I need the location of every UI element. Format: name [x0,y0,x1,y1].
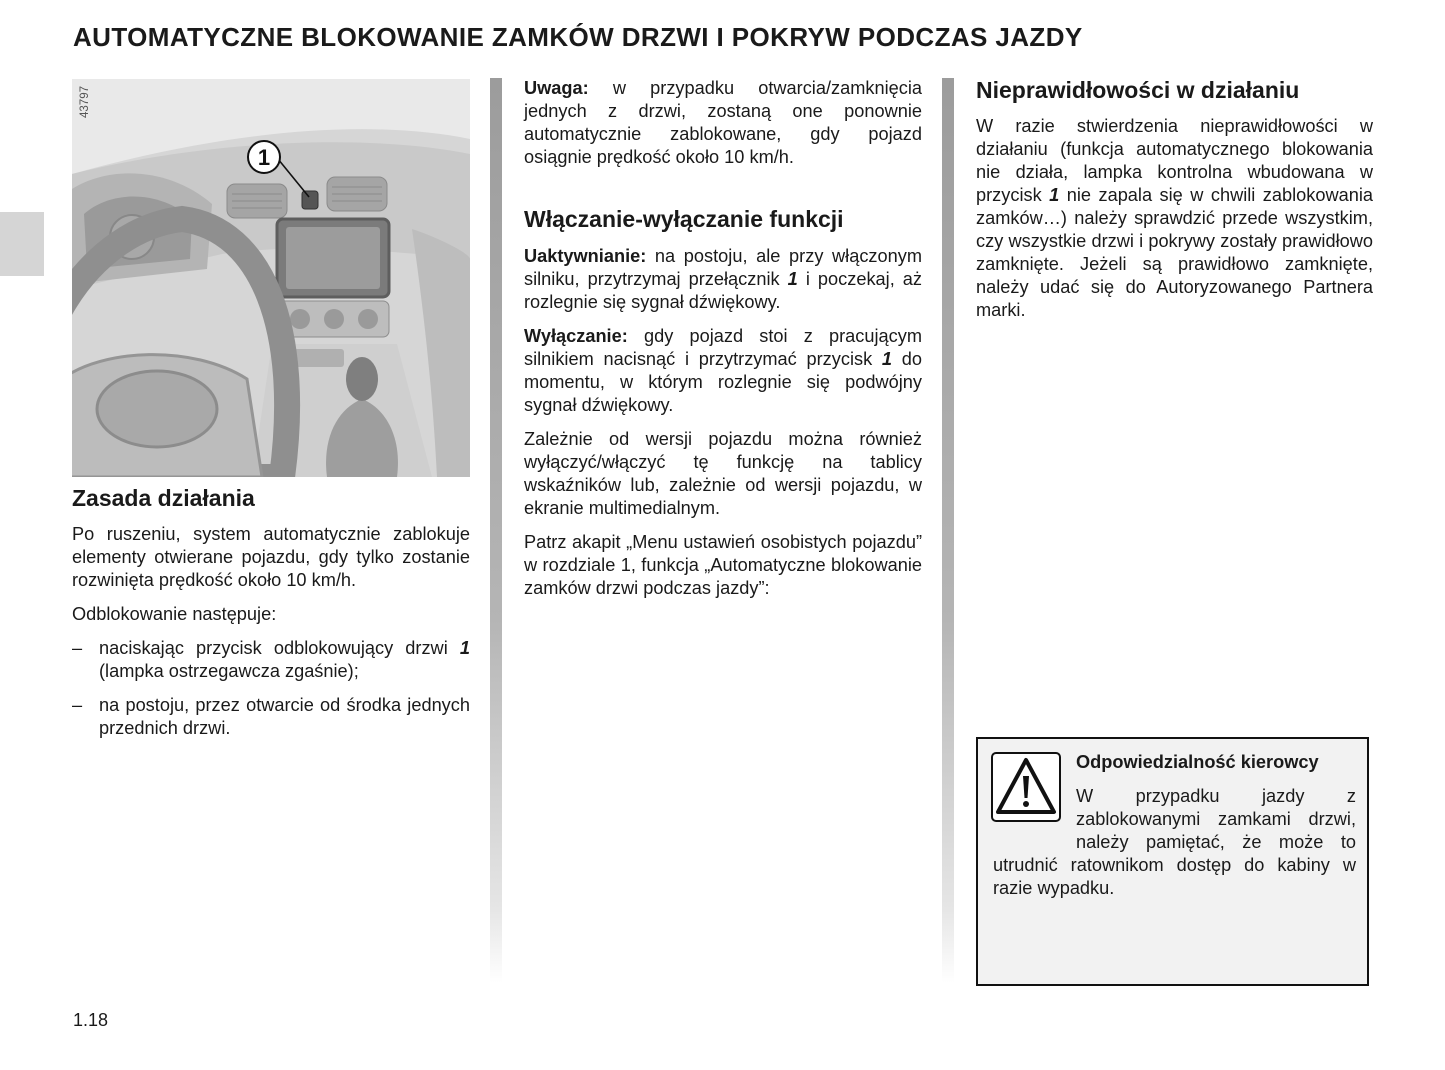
malfunction-paragraph: W razie stwierdzenia nieprawidłowości w działaniu (funkcja automatycznego blokowania nie działa, lampka kontrolna wbudowana w przycisk 1 nie zapala się w chwili zablokowania zamków…) należy sprawdzić przede wszystkim, czy wszystkie drzwi i pokrywy zostały prawidłowo zamknięte. Jeżeli są prawidłowo zamknięte, należy udać się do Autoryzowanego Partnera marki. [976,116,1374,320]
page-number: 1.18 [73,1010,109,1030]
dashboard-illustration [72,79,470,477]
warning-box [976,737,1369,986]
principle-paragraph: Po ruszeniu, system automatycznie zablokuje elementy otwierane pojazdu, gdy tylko zostanie rozwinięta prędkość około 10 km/h. [72,524,470,590]
warning-text: W przypadku jazdy z zablokowanymi zamkami drzwi, należy pamiętać, że może to utrudnić ratownikom dostęp do kabiny w razie wypadku. [993,786,1356,898]
activate-paragraph: Uaktywnianie: na postoju, ale przy włączonym silniku, przytrzymaj przełącznik 1 i poczekaj, aż rozlegnie się sygnał dźwiękowy. [524,246,922,312]
note-paragraph: Uwaga: w przypadku otwarcia/zamknięcia jednych z drzwi, zostaną one ponownie automatycznie zablokowane, gdy pojazd osiągnie prędkość około 10 km/h. [524,78,922,167]
warning-title: Odpowiedzialność kierowcy [1076,752,1319,772]
version-paragraph: Zależnie od wersji pojazdu można również wyłączyć/włączyć tę funkcję na tablicy wskaźników lub, zależnie od wersji pojazdu, w ekranie multimedialnym. [524,429,922,518]
section-heading-principle: Zasada działania [72,485,255,511]
column-divider-right [942,78,954,983]
callout-label-1: 1 [257,145,271,170]
list-item: – na postoju, przez otwarcie od środka jednych przednich drzwi. [72,695,470,738]
chapter-tab [0,212,44,276]
page-title: AUTOMATYCZNE BLOKOWANIE ZAMKÓW DRZWI I POKRYW PODCZAS JAZDY [73,22,1083,52]
menu-reference-paragraph: Patrz akapit „Menu ustawień osobistych pojazdu” w rozdziale 1, funkcja „Automatyczne blokowanie zamków drzwi podczas jazdy”: [524,532,922,598]
figure-code: 43797 [79,86,91,118]
section-heading-malfunction: Nieprawidłowości w działaniu [976,77,1300,103]
column-divider-left [490,78,502,983]
unlock-intro: Odblokowanie następuje: [72,604,277,624]
list-item: – naciskając przycisk odblokowujący drzwi 1 (lampka ostrzegawcza zgaśnie); [72,638,470,681]
deactivate-paragraph: Wyłączanie: gdy pojazd stoi z pracującym silnikiem nacisnąć i przytrzymać przycisk 1 do momentu, w którym rozlegnie się podwójny sygnał dźwiękowy. [524,326,922,415]
section-heading-toggle: Włączanie-wyłączanie funkcji [524,206,844,232]
